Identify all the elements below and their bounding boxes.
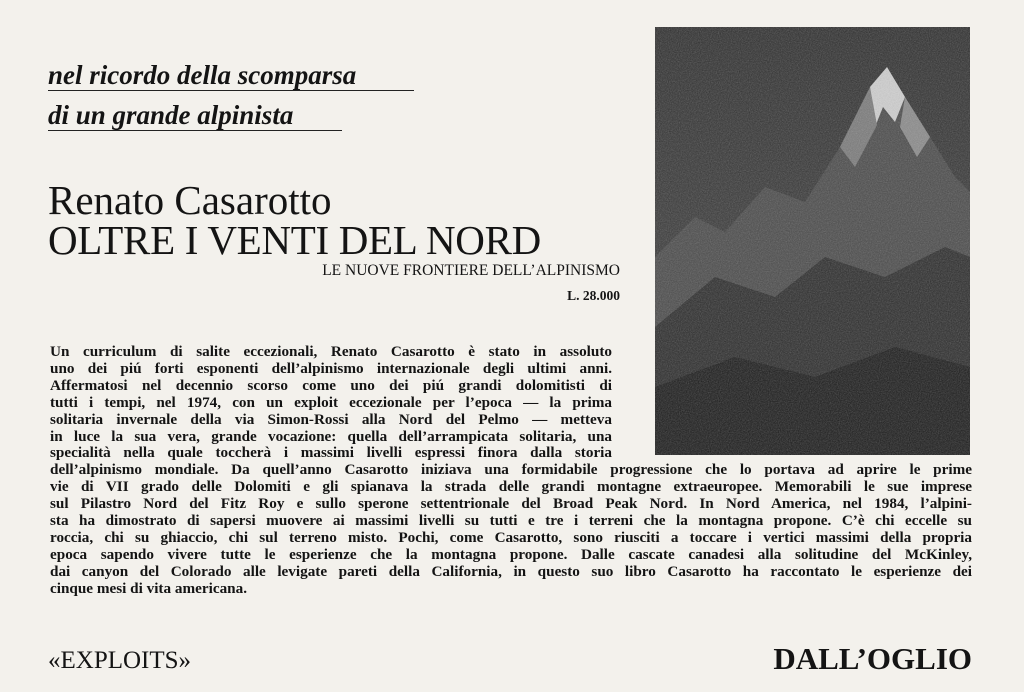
book-price: L. 28.000 — [567, 288, 620, 303]
tagline-line-2: di un grande alpinista — [48, 100, 342, 131]
description-line: vie di VII grado delle Dolomiti e gli spianava la strada delle grandi montagne extraeuropee. Memorabili le sue imprese — [50, 478, 972, 496]
description-line: solitaria invernale della via Simon-Rossi alla Nord del Pelmo — metteva — [50, 410, 612, 428]
book-subtitle: LE NUOVE FRONTIERE DELL’ALPINISMO — [322, 262, 620, 279]
publisher-name: DALL’OGLIO — [773, 641, 972, 676]
description-line: sul Pilastro Nord del Fitz Roy e sullo sperone settentrionale del Broad Peak Nord. In Nord America, nel 1984, l’alpini- — [50, 495, 972, 513]
description-line: cinque mesi di vita americana. — [50, 579, 247, 597]
series-name: «EXPLOITS» — [48, 647, 192, 674]
description-line: uno dei piú forti esponenti dell’alpinismo internazionale degli ultimi anni. — [50, 359, 612, 377]
tagline-line-1: nel ricordo della scomparsa — [48, 60, 414, 91]
description-line: dai canyon del Colorado alle levigate pareti della California, in questo suo libro Casarotto ha raccontato le esperienze dei — [50, 562, 972, 580]
description-line: tutti i tempi, nel 1974, con un exploit eccezionale per l’epoca — la prima — [50, 393, 612, 411]
description-line: dell’alpinismo mondiale. Da quell’anno Casarotto iniziava una formidabile progressione che lo portava ad aprire le prime — [50, 461, 972, 479]
description-line: in luce la sua vera, grande vocazione: quella dell’arrampicata solitaria, una — [50, 427, 612, 445]
description-line: roccia, chi su ghiaccio, chi sul terreno misto. Pochi, come Casarotto, sono riusciti a toccare i vertici massimi della propria — [50, 528, 972, 546]
description-line: specialità nella quale toccherà i massimi livelli espressi finora dalla storia — [50, 444, 612, 462]
description-line: sta ha dimostrato di sapersi muovere ai massimi livelli su tutti e tre i terreni che la montagna propone. C’è chi eccelle su — [50, 512, 972, 530]
description-text — [50, 344, 972, 598]
book-title: OLTRE I VENTI DEL NORD — [48, 217, 541, 263]
description-line: Un curriculum di salite eccezionali, Renato Casarotto è stato in assoluto — [50, 343, 612, 360]
description-line: epoca sapendo vivere tutte le esperienze che la montagna propone. Dalle cascate canadesi alla solitudine del McKinley, — [50, 545, 972, 563]
description-line: Affermatosi nel decennio scorso come uno dei piú grandi dolomitisti di — [50, 376, 612, 394]
author-name: Renato Casarotto — [48, 177, 332, 223]
